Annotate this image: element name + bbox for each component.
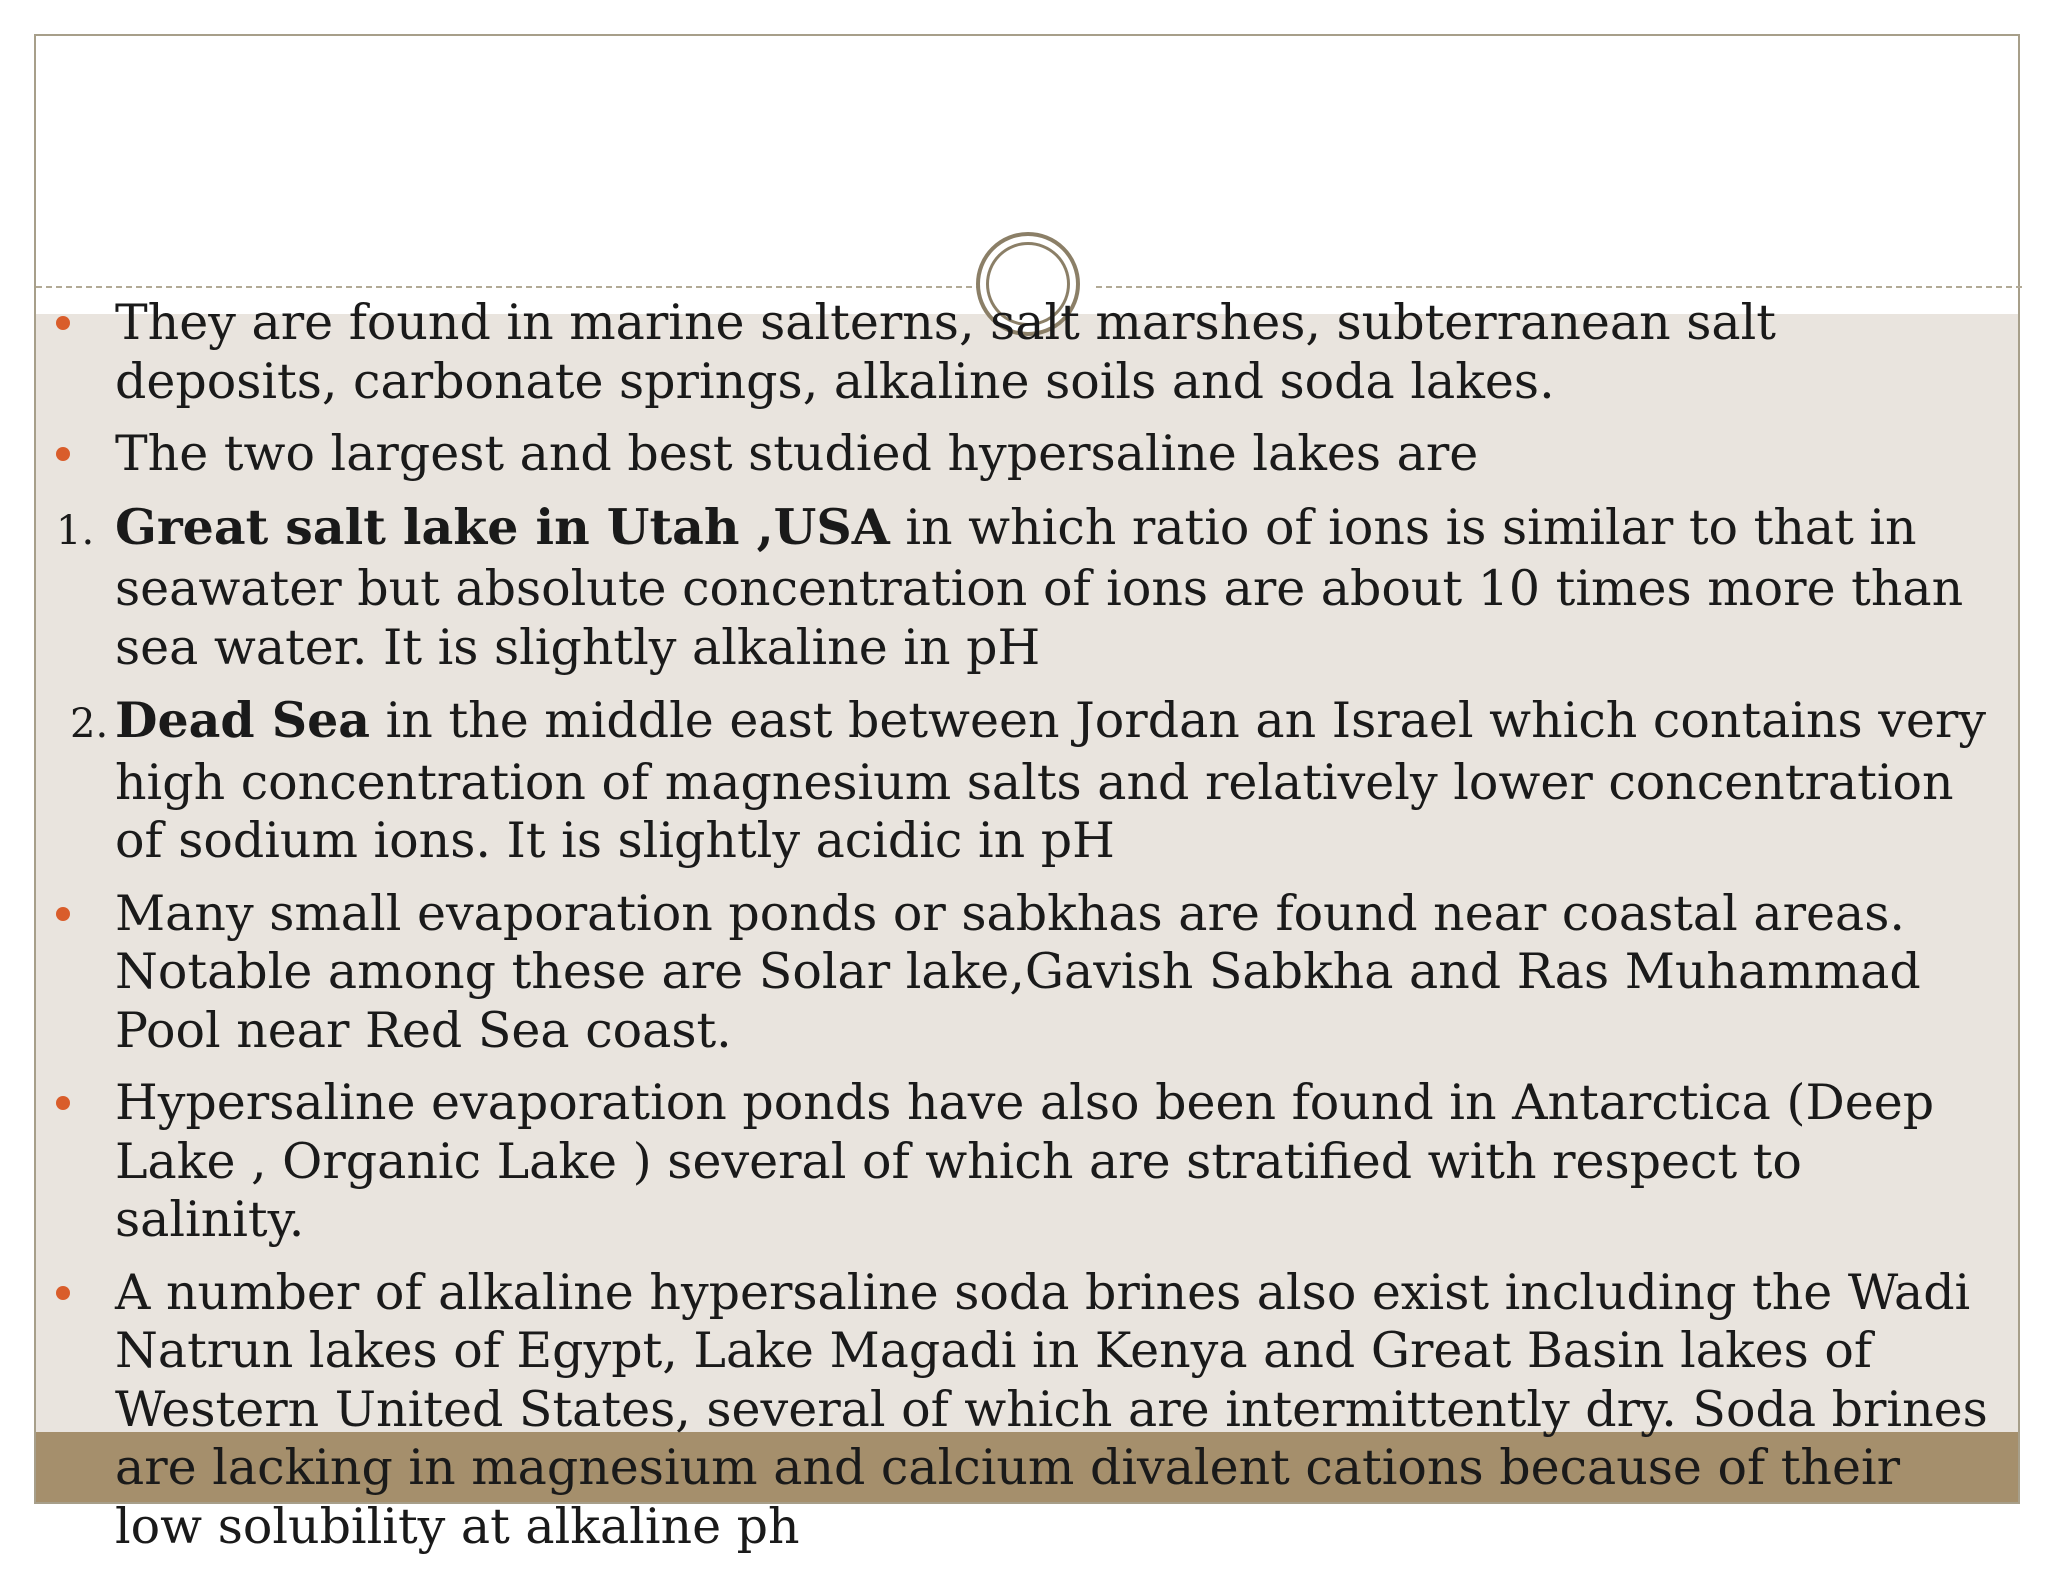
bullet-dot-icon — [56, 316, 70, 330]
item-text: in which ratio of ions is similar to that in seawater but absolute concentration of ions are about 10 times more than sea water. It is slightly alkaline in pH — [115, 498, 1964, 676]
bullet-dot-icon — [56, 907, 70, 921]
bullet-text: A number of alkaline hypersaline soda brines also exist including the Wadi Natrun lakes of Egypt, Lake Magadi in Kenya and Great Basin lakes of Western United States, several of which are intermittently dry. Soda brines are lacking in magnesium and calcium divalent cations because of their low solubility at alkaline ph — [115, 1263, 1988, 1555]
bullet-item — [36, 1074, 1996, 1250]
item-text: in the middle east between Jordan an Israel which contains very high concentration of magnesium salts and relatively lower concentration of sodium ions. It is slightly acidic in pH — [115, 692, 1987, 869]
lake-name: Great salt lake in Utah ,USA — [115, 497, 890, 556]
slide-body — [36, 294, 1996, 1570]
slide — [34, 34, 2020, 1555]
numbered-item — [36, 691, 1996, 871]
bullet-item — [36, 425, 1996, 484]
item-number: 2. — [70, 701, 109, 747]
bullet-dot-icon — [56, 1096, 70, 1110]
lake-name: Dead Sea — [115, 691, 371, 749]
title-divider-left — [36, 286, 982, 288]
item-number: 1. — [56, 507, 95, 554]
bullet-text: Many small evaporation ponds or sabkhas are found near coastal areas. Notable among these are Solar lake,Gavish Sabkha and Ras Muhammad Pool near Red Sea coast. — [115, 884, 1921, 1059]
bullet-dot-icon — [56, 447, 70, 461]
bullet-dot-icon — [56, 1286, 70, 1300]
bullet-text: They are found in marine salterns, salt marshes, subterranean salt deposits, carbonate springs, alkaline soils and soda lakes. — [115, 294, 1776, 410]
bullet-text: Hypersaline evaporation ponds have also been found in Antarctica (Deep Lake , Organic Lake ) several of which are stratified with respect to salinity. — [115, 1074, 1935, 1248]
numbered-item — [36, 498, 1996, 678]
bullet-item — [36, 885, 1996, 1061]
title-divider-right — [1096, 286, 2022, 288]
bullet-item — [36, 294, 1996, 411]
bullet-text: The two largest and best studied hypersaline lakes are — [115, 425, 1479, 482]
bullet-item — [36, 1264, 1996, 1557]
